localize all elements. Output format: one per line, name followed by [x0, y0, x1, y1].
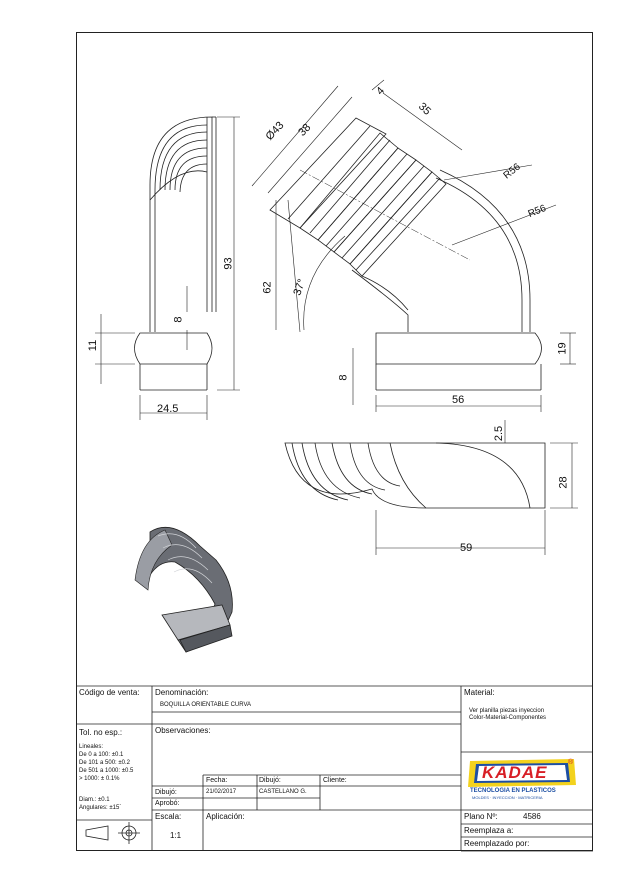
- dim-35: 35: [415, 100, 434, 118]
- tol-lineales: Lineales:: [79, 744, 104, 750]
- fecha-label: Fecha:: [206, 777, 228, 784]
- dim-38: 38: [296, 121, 314, 139]
- dim-93: 93: [222, 257, 235, 270]
- plano-label: Plano Nº:: [464, 812, 498, 821]
- dibujo-row-label: Dibujó:: [155, 789, 177, 796]
- dim-angle-37: 37°: [291, 277, 309, 298]
- material-line1: Ver planilla piezas inyeccion: [469, 708, 545, 714]
- dim-19: 19: [556, 342, 569, 355]
- front-view: [270, 118, 542, 390]
- denominacion-value: BOQUILLA ORIENTABLE CURVA: [160, 702, 252, 708]
- tol-diam: Diam.: ±0.1: [79, 797, 110, 803]
- escala-label: Escala:: [155, 812, 182, 821]
- dim-r56-inner: R56: [526, 202, 548, 221]
- tol-range-3: De 501 a 1000: ±0.5: [79, 768, 134, 774]
- tol-angulares: Angulares: ±15´: [79, 805, 122, 811]
- logo-tagline: MOLDES · INYECCION · MATRICERIA: [472, 795, 543, 800]
- material-label: Material:: [464, 688, 495, 697]
- cliente-label: Cliente:: [323, 777, 347, 784]
- escala-value: 1:1: [170, 831, 182, 840]
- tol-range-1: De 0 a 100: ±0.1: [79, 752, 124, 758]
- reemplaza-label: Reemplaza a:: [464, 826, 514, 835]
- tol-range-2: De 101 a 500: ±0.2: [79, 760, 130, 766]
- codigo-label: Código de venta:: [79, 688, 140, 697]
- aprobo-label: Aprobó:: [155, 800, 180, 807]
- dim-24-5: 24.5: [157, 403, 179, 415]
- side-view: [135, 117, 217, 390]
- dibujante-value: CASTELLANO G.: [259, 789, 307, 795]
- material-line2: Color-Material-Componentes: [469, 715, 547, 721]
- dim-59: 59: [460, 542, 473, 554]
- logo-subtitle: TECNOLOGIA EN PLASTICOS: [470, 788, 556, 794]
- fecha-value: 21/02/2017: [206, 789, 237, 795]
- kadae-logo: [466, 755, 580, 803]
- dim-8-front: 8: [337, 374, 350, 381]
- plano-value: 4586: [523, 812, 541, 821]
- aplicacion-label: Aplicación:: [206, 812, 245, 821]
- logo-text: KADAE: [482, 763, 548, 782]
- dim-62: 62: [261, 281, 274, 294]
- dim-2-5: 2.5: [493, 425, 506, 442]
- dim-8-side: 8: [172, 316, 185, 323]
- dim-r56-outer: R56: [501, 161, 523, 182]
- denominacion-label: Denominación:: [155, 688, 209, 697]
- dim-28: 28: [557, 476, 570, 489]
- dibujo-header-label: Dibujó:: [259, 777, 281, 784]
- observaciones-label: Observaciones:: [155, 726, 211, 735]
- dim-11: 11: [87, 339, 100, 352]
- dim-4: 4: [374, 84, 388, 98]
- top-view: [285, 420, 578, 555]
- logo-registered: ®: [568, 759, 574, 766]
- reemplazado-label: Reemplazado por:: [464, 839, 530, 848]
- dim-diameter-43: Ø43: [263, 119, 287, 143]
- dim-56: 56: [452, 394, 465, 406]
- isometric-view: [135, 527, 232, 652]
- tolerance-label: Tol. no esp.:: [79, 728, 123, 737]
- tol-range-4: > 1000: ± 0.1%: [79, 776, 120, 782]
